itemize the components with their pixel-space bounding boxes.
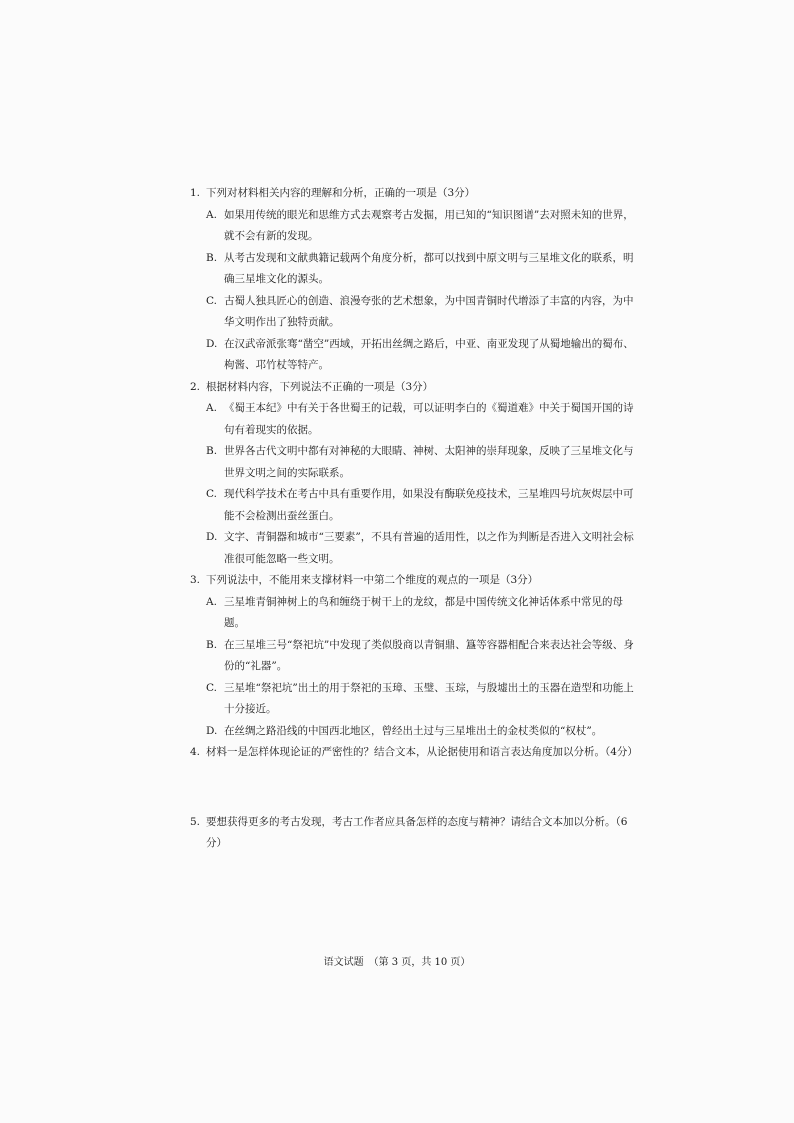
question-number: 4. — [190, 746, 201, 758]
option-label: B. — [206, 251, 218, 264]
option-text: 现代科学技术在考古中具有重要作用，如果没有酶联免疫技术，三星堆四号坑灰烬层中可能不会检测出蚕丝蛋白。 — [224, 488, 634, 522]
option-1a — [190, 205, 640, 248]
option-label: D. — [206, 531, 218, 543]
option-3c — [190, 678, 640, 721]
option-text: 三星堆青铜神树上的鸟和缠绕于树干上的龙纹，都是中国传统文化神话体系中常见的母题。 — [224, 595, 623, 629]
option-text: 文字、青铜器和城市“三要素”，不具有普遍的适用性，以之作为判断是否进入文明社会标准很可能忽略一些文明。 — [224, 531, 634, 565]
question-3 — [190, 570, 640, 592]
question-stem: 材料一是怎样体现论证的严密性的？结合文本，从论据使用和语言表达角度加以分析。（4分） — [206, 746, 638, 758]
question-1 — [190, 183, 640, 205]
option-text: 《蜀王本纪》中有关于各世蜀王的记载，可以证明李白的《蜀道难》中关于蜀国开国的诗句有着现实的依据。 — [224, 402, 634, 436]
option-text: 在三星堆三号“祭祀坑”中发现了类似殷商以青铜鼎、簋等容器相配合来表达社会等级、身份的“礼器”。 — [224, 638, 634, 672]
option-label: B. — [206, 445, 218, 457]
question-number: 2. — [190, 380, 201, 393]
option-2d — [190, 527, 640, 570]
option-label: D. — [206, 337, 218, 350]
question-stem: 根据材料内容，下列说法不正确的一项是（3分） — [206, 380, 434, 393]
option-3d — [190, 721, 640, 743]
option-1b — [190, 248, 640, 291]
option-label: C. — [206, 681, 217, 694]
question-number: 5. — [190, 815, 201, 828]
question-number: 3. — [190, 574, 201, 586]
question-2 — [190, 377, 640, 399]
option-text: 古蜀人独具匠心的创造、浪漫夸张的艺术想象，为中国青铜时代增添了丰富的内容，为中华文明作出了独特贡献。 — [224, 294, 634, 328]
question-number: 1. — [190, 187, 201, 199]
option-text: 在丝绸之路沿线的中国西北地区，曾经出土过与三星堆出土的金杖类似的“权杖”。 — [224, 724, 603, 737]
option-2b — [190, 441, 640, 484]
option-1c — [190, 291, 640, 334]
option-2c — [190, 484, 640, 527]
option-label: C. — [206, 294, 217, 307]
question-list — [190, 183, 640, 855]
option-text: 世界各古代文明中都有对神秘的大眼睛、神树、太阳神的崇拜现象，反映了三星堆文化与世界文明之间的实际联系。 — [224, 445, 634, 479]
option-text: 三星堆“祭祀坑”出土的用于祭祀的玉璋、玉璧、玉琮，与殷墟出土的玉器在造型和功能上十分接近。 — [224, 681, 634, 715]
page-footer: 语文试题 （第 3 页，共 10 页） — [323, 957, 471, 968]
option-label: B. — [206, 638, 218, 651]
option-label: D. — [206, 724, 218, 737]
option-label: A. — [206, 208, 217, 221]
option-1d — [190, 334, 640, 377]
option-text: 在汉武帝派张骞“凿空”西域，开拓出丝绸之路后，中亚、南亚发现了从蜀地输出的蜀布、枸酱、邛竹杖等特产。 — [224, 337, 634, 371]
option-3b — [190, 635, 640, 678]
answer-space — [190, 764, 640, 812]
option-3a — [190, 592, 640, 635]
option-2a — [190, 398, 640, 441]
option-label: A. — [206, 595, 217, 608]
question-4 — [190, 742, 640, 764]
question-stem: 下列说法中，不能用来支撑材料一中第二个维度的观点的一项是（3分） — [206, 574, 539, 586]
question-stem: 下列对材料相关内容的理解和分析，正确的一项是（3分） — [206, 187, 476, 199]
option-label: A. — [206, 402, 217, 414]
question-stem: 要想获得更多的考古发现，考古工作者应具备怎样的态度与精神？请结合文本加以分析。（6分） — [206, 815, 628, 849]
question-5 — [190, 812, 640, 855]
option-text: 如果用传统的眼光和思维方式去观察考古发掘，用已知的“知识图谱”去对照未知的世界，就不会有新的发现。 — [224, 208, 634, 242]
option-text: 从考古发现和文献典籍记载两个角度分析，都可以找到中原文明与三星堆文化的联系，明确三星堆文化的源头。 — [224, 251, 634, 285]
option-label: C. — [206, 488, 217, 500]
